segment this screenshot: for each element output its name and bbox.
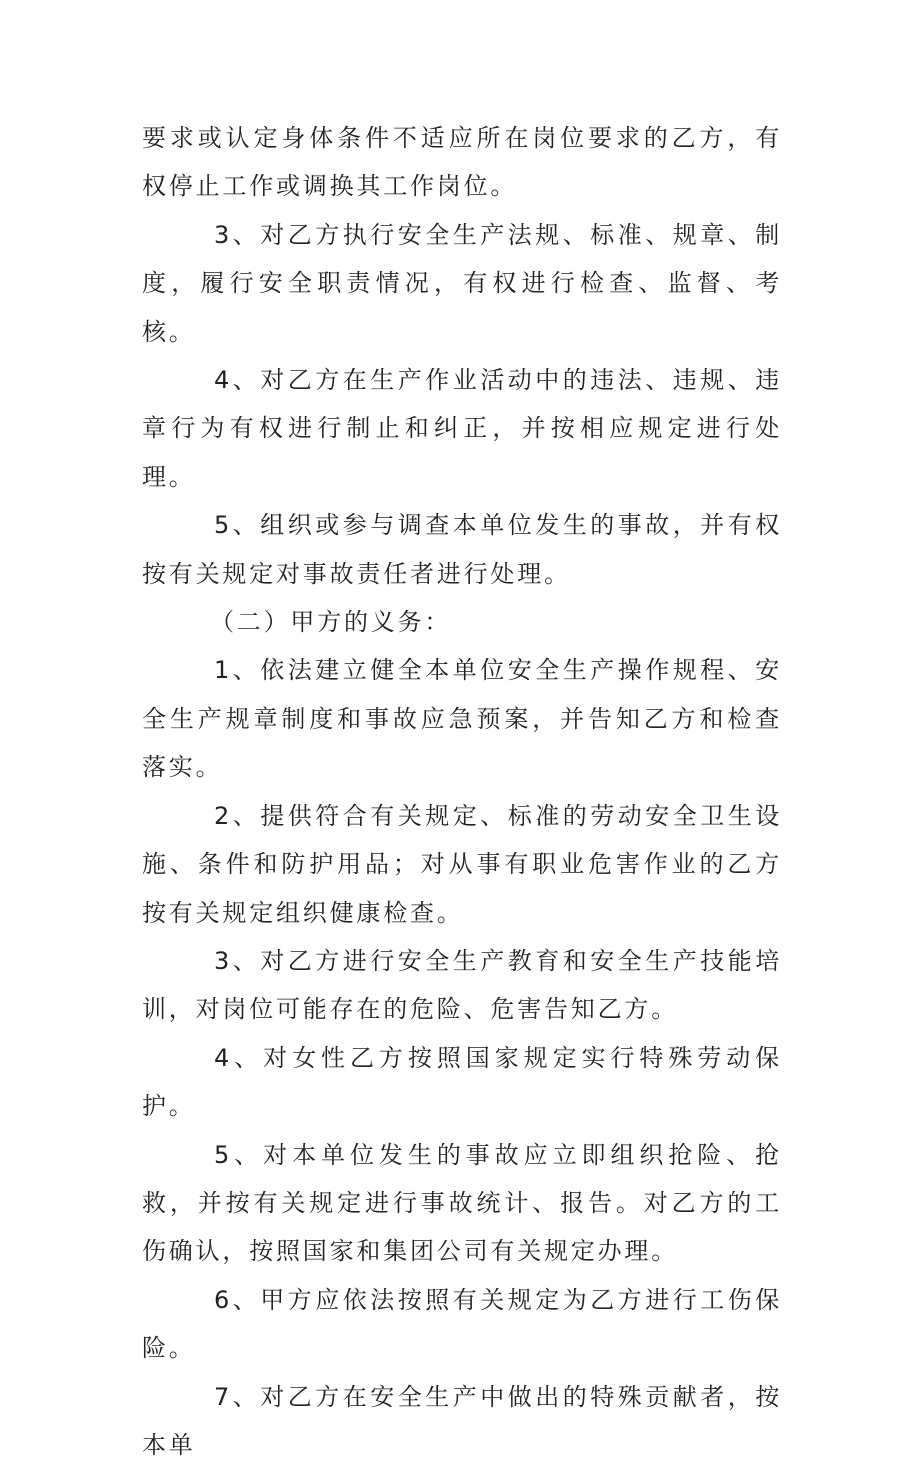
paragraph-right-5: 5、组织或参与调查本单位发生的事故，并有权按有关规定对事故责任者进行处理。 [142,511,782,588]
document-body [142,114,782,1469]
paragraph-right-3: 3、对乙方执行安全生产法规、标准、规章、制度，履行安全职责情况，有权进行检查、监督、考核。 [142,220,782,346]
paragraph-obligation-6: 6、甲方应依法按照有关规定为乙方进行工伤保险。 [142,1285,782,1363]
paragraph-right-4: 4、对乙方在生产作业活动中的违法、违规、违章行为有权进行制止和纠正，并按相应规定进行处理。 [142,366,782,491]
paragraph-obligation-7: 7、对乙方在安全生产中做出的特殊贡献者，按本单 [142,1382,782,1459]
paragraph-obligation-5: 5、对本单位发生的事故应立即组织抢险、抢救，并按有关规定进行事故统计、报告。对乙方的工伤确认，按照国家和集团公司有关规定办理。 [142,1140,782,1266]
paragraph-obligation-4: 4、对女性乙方按照国家规定实行特殊劳动保护。 [142,1043,782,1121]
paragraph-obligation-1: 1、依法建立健全本单位安全生产操作规程、安全生产规章制度和事故应急预案，并告知乙方和检查落实。 [142,656,782,782]
section-heading-party-a-obligations: （二）甲方的义务： [210,608,452,637]
paragraph-continuation: 要求或认定身体条件不适应所在岗位要求的乙方，有权停止工作或调换其工作岗位。 [142,124,782,201]
paragraph-obligation-2: 2、提供符合有关规定、标准的劳动安全卫生设施、条件和防护用品；对从事有职业危害作业的乙方按有关规定组织健康检查。 [142,801,782,927]
paragraph-obligation-3: 3、对乙方进行安全生产教育和安全生产技能培训，对岗位可能存在的危险、危害告知乙方。 [142,946,782,1024]
